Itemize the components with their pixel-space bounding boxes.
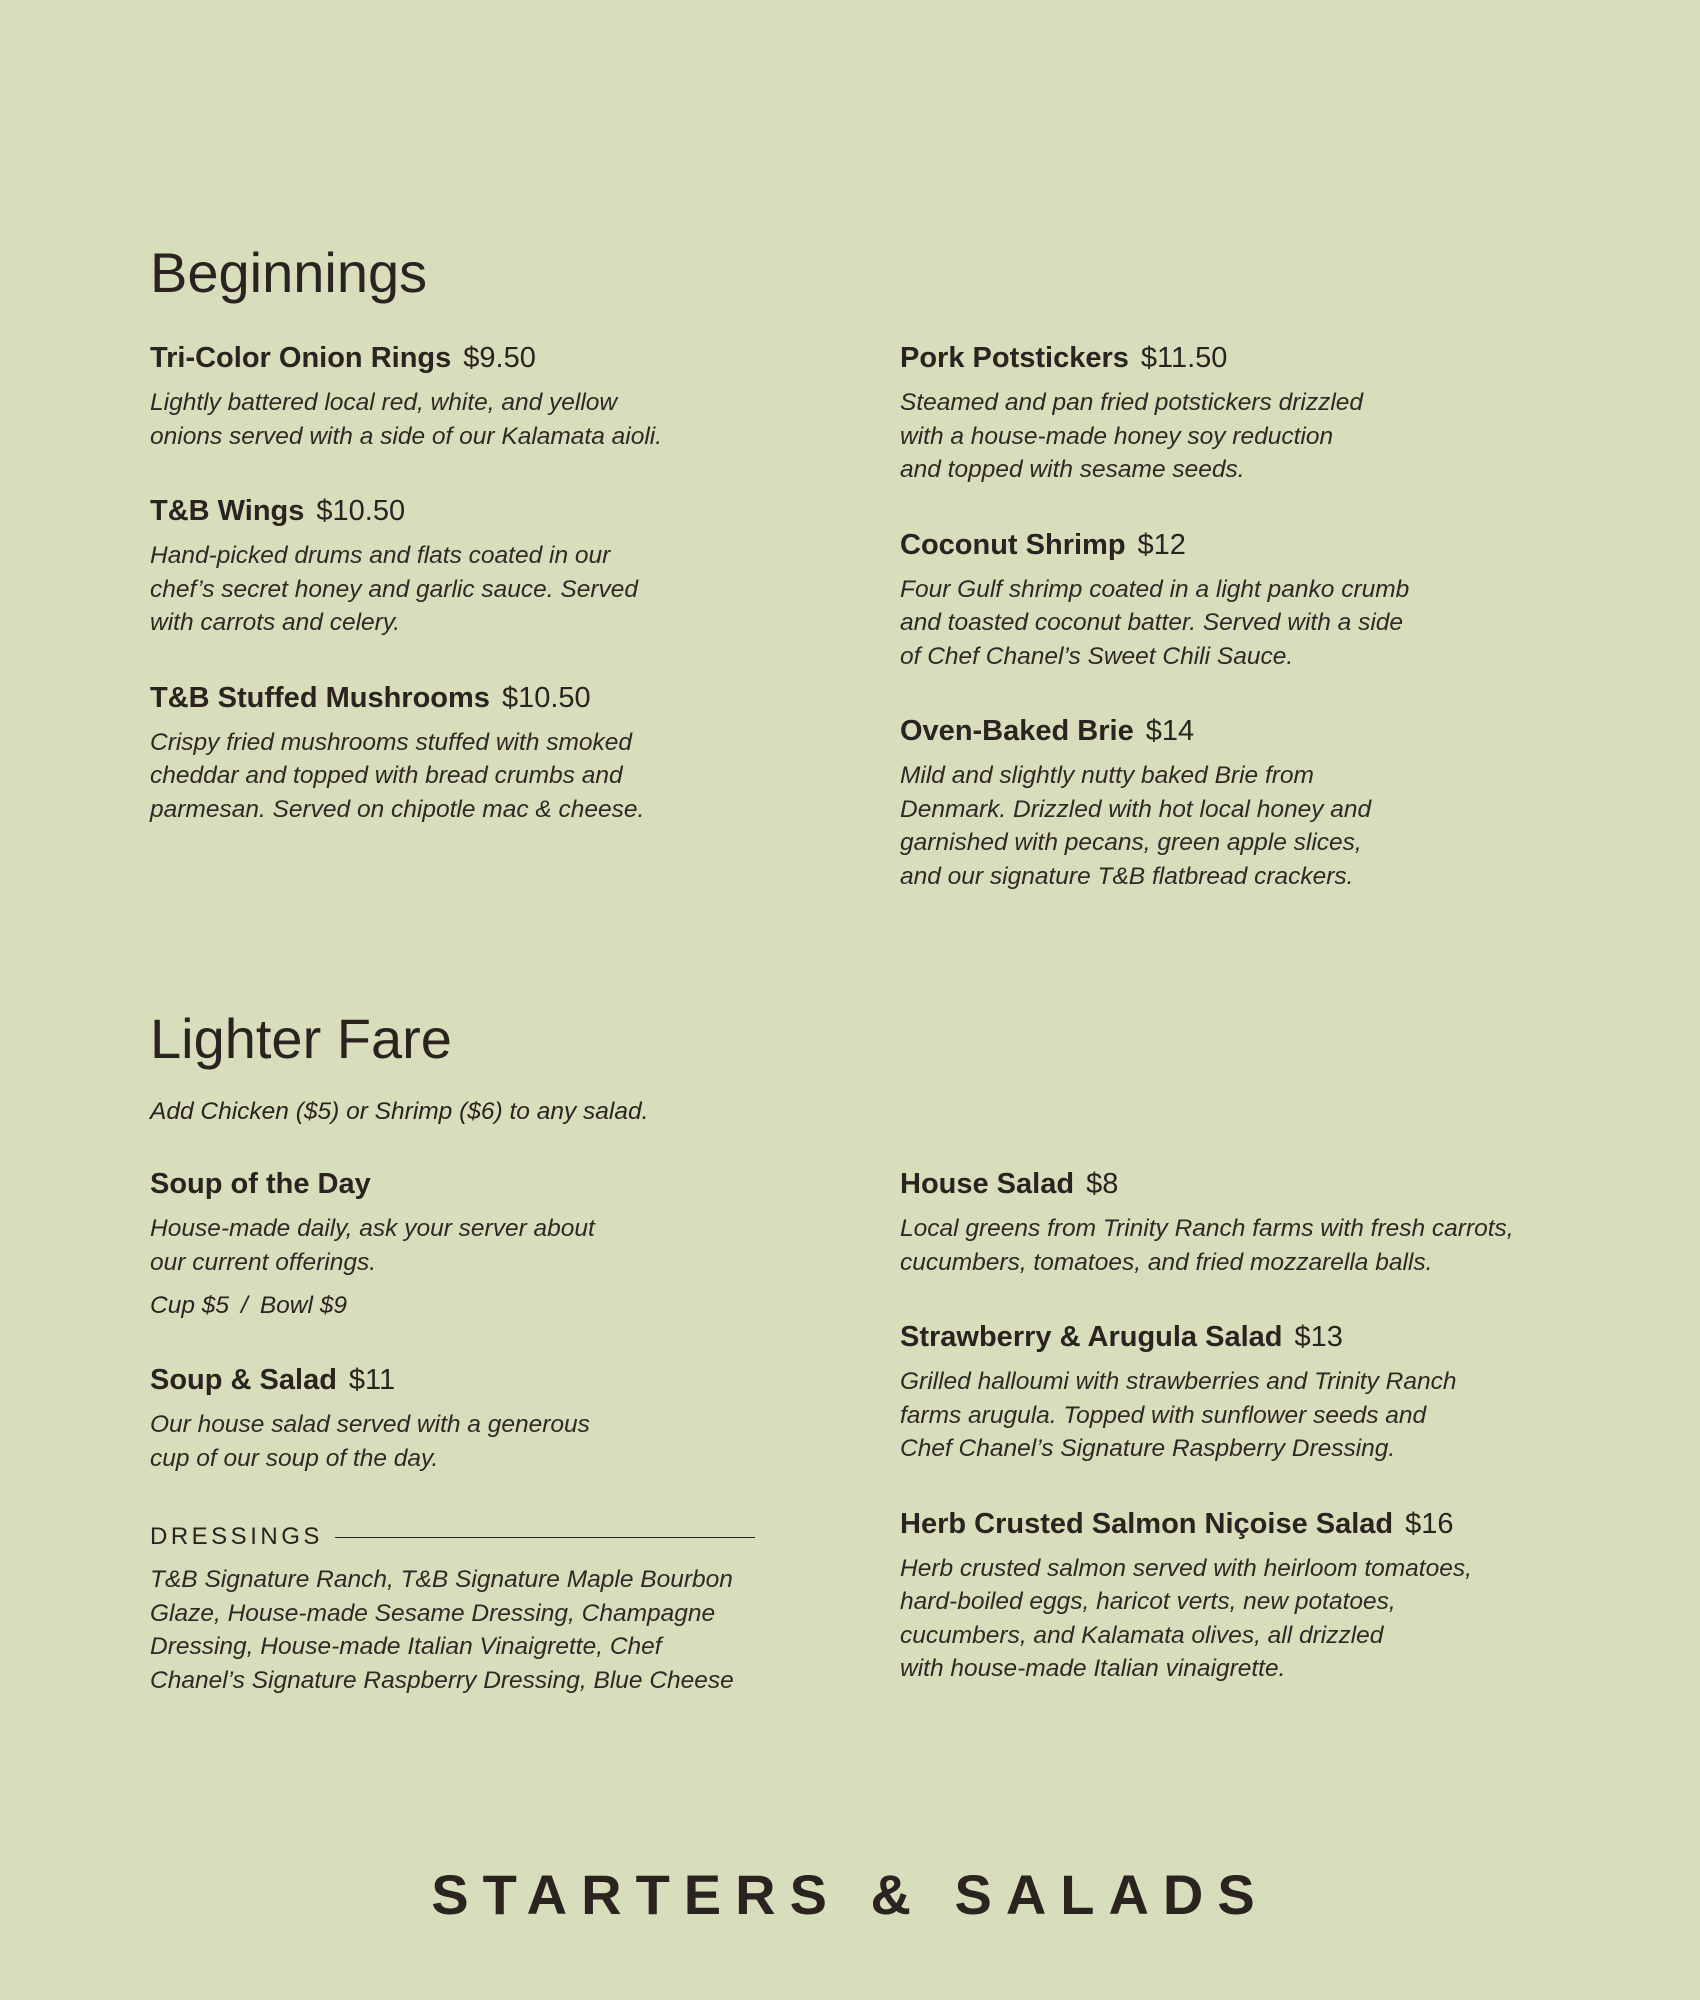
desc-line: Herb crusted salmon served with heirloom tomatoes, [900,1554,1472,1582]
desc-line: our current offerings. [150,1248,377,1276]
item-name: Soup of the Day [150,1168,371,1200]
item-description [900,1365,1580,1466]
item-description [900,1212,1580,1279]
desc-line: Hand-picked drums and flats coated in our [150,542,611,569]
desc-line: Local greens from Trinity Ranch farms with fresh carrots, [900,1215,1514,1242]
item-name: Coconut Shrimp [900,528,1126,561]
desc-line: with carrots and celery. [150,609,401,636]
desc-line: and toasted coconut batter. Served with a side [900,609,1404,636]
item-price: $10.50 [501,681,591,714]
menu-item-oven-baked-brie [900,713,1580,893]
lighter-fare-right-column [900,1166,1580,1724]
menu-item-potstickers [900,340,1580,487]
desc-line: Four Gulf shrimp coated in a light panko crumb [900,575,1410,603]
beginnings-right-column [900,340,1580,931]
item-price: $14 [1145,715,1195,747]
item-name: T&B Wings [150,495,305,527]
item-name: House Salad [900,1168,1075,1200]
desc-line: chef’s secret honey and garlic sauce. Served [150,575,639,603]
desc-line: House-made daily, ask your server about [150,1215,595,1242]
item-name: Tri-Color Onion Rings [150,342,452,374]
dressings-label: DRESSINGS [150,1523,323,1550]
item-name: Pork Potstickers [900,342,1129,374]
desc-line: Denmark. Drizzled with hot local honey and [900,795,1372,823]
desc-line: hard-boiled eggs, haricot verts, new potatoes, [900,1588,1396,1615]
item-price: $11.50 [1140,342,1228,374]
desc-line: cheddar and topped with bread crumbs and [150,762,623,789]
desc-line: T&B Signature Ranch, T&B Signature Maple Bourbon [150,1566,733,1593]
item-price: $12 [1137,528,1186,561]
desc-line: Mild and slightly nutty baked Brie from [900,762,1314,789]
desc-line: cup of our soup of the day. [150,1444,439,1472]
size-separator: / [241,1292,248,1319]
desc-line: Steamed and pan fried potstickers drizzled [900,389,1364,416]
menu-item-coconut-shrimp [900,527,1580,674]
menu-item-salmon-nicoise-salad [900,1506,1580,1686]
item-price: $8 [1086,1168,1119,1200]
desc-line: Grilled halloumi with strawberries and Trinity Ranch [900,1368,1457,1395]
menu-item-onion-rings [150,340,770,453]
dressings-list [150,1563,770,1697]
section-title-beginnings: Beginnings [150,241,428,304]
desc-line: and topped with sesame seeds. [900,456,1245,483]
item-price: $10.50 [316,495,406,527]
desc-line: of Chef Chanel’s Sweet Chili Sauce. [900,642,1294,670]
item-description [150,1212,770,1279]
item-price: $9.50 [463,342,536,374]
item-price: $11 [348,1364,396,1396]
item-description [150,1408,770,1475]
cup-price: Cup $5 [150,1292,230,1319]
desc-line: and our signature T&B flatbread crackers. [900,862,1354,890]
item-description [150,539,770,640]
menu-item-strawberry-arugula-salad [900,1319,1580,1466]
desc-line: onions served with a side of our Kalamata aioli. [150,422,663,450]
bowl-price: Bowl $9 [259,1292,347,1319]
desc-line: with a house-made honey soy reduction [900,422,1334,450]
menu-footer-title: STARTERS & SALADS [431,1863,1269,1926]
item-name: Oven-Baked Brie [900,715,1134,747]
item-price: $16 [1405,1507,1454,1540]
item-name: Herb Crusted Salmon Niçoise Salad [900,1507,1394,1540]
menu-item-soup-of-the-day [150,1166,770,1322]
lighter-fare-left-column [150,1166,770,1697]
menu-item-stuffed-mushrooms [150,680,770,827]
item-name: T&B Stuffed Mushrooms [150,681,490,714]
item-description [900,1552,1580,1686]
item-name: Strawberry & Arugula Salad [900,1321,1283,1353]
desc-line: Our house salad served with a generous [150,1411,590,1438]
item-description [150,726,770,827]
desc-line: garnished with pecans, green apple slices, [900,829,1362,856]
desc-line: with house-made Italian vinaigrette. [900,1655,1286,1682]
menu-item-wings [150,493,770,640]
desc-line: Chanel’s Signature Raspberry Dressing, Blue Cheese [150,1666,734,1694]
menu-item-house-salad [900,1166,1580,1279]
desc-line: farms arugula. Topped with sunflower seeds and [900,1401,1427,1429]
item-name: Soup & Salad [150,1364,337,1396]
desc-line: cucumbers, and Kalamata olives, all drizzled [900,1621,1384,1649]
desc-line: parmesan. Served on chipotle mac & cheese. [150,795,645,823]
section-title-lighter-fare: Lighter Fare [150,1007,452,1070]
desc-line: Lightly battered local red, white, and yellow [150,389,618,416]
item-price: $13 [1294,1321,1343,1353]
dressings-block [150,1523,770,1697]
item-description [900,759,1580,893]
beginnings-left-column [150,340,770,864]
dressings-header [150,1523,770,1551]
desc-line: cucumbers, tomatoes, and fried mozzarella balls. [900,1248,1433,1276]
item-description [900,573,1580,674]
item-description [150,386,770,453]
dressings-divider [335,1537,755,1538]
item-description [900,386,1580,487]
desc-line: Chef Chanel’s Signature Raspberry Dressing. [900,1435,1396,1462]
soup-sizes [150,1289,770,1322]
desc-line: Crispy fried mushrooms stuffed with smoked [150,728,632,756]
desc-line: Glaze, House-made Sesame Dressing, Champagne [150,1599,716,1627]
desc-line: Dressing, House-made Italian Vinaigrette, Chef [150,1633,662,1660]
salad-add-on-note: Add Chicken ($5) or Shrimp ($6) to any salad. [150,1098,649,1125]
menu-item-soup-and-salad [150,1362,770,1475]
